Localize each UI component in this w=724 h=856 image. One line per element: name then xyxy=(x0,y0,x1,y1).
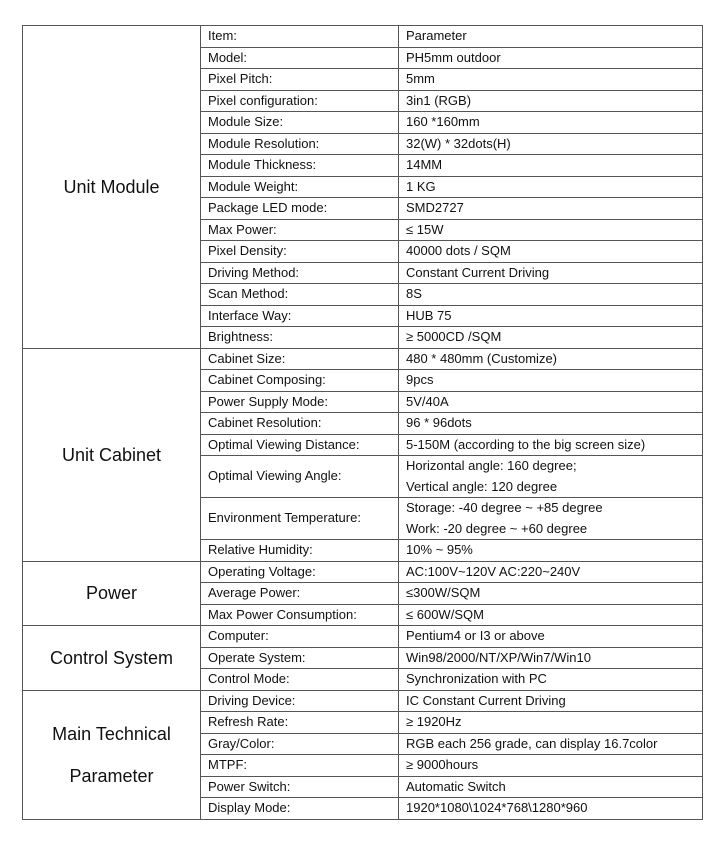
item-value-line: 9pcs xyxy=(406,372,434,387)
item-label: Pixel Pitch: xyxy=(201,69,399,91)
item-value-line: Horizontal angle: 160 degree; xyxy=(406,458,577,473)
item-value-line: 10% ~ 95% xyxy=(406,542,473,557)
item-value-line: 160 *160mm xyxy=(406,114,480,129)
item-value-line: Work: -20 degree ~ +60 degree xyxy=(406,520,588,536)
item-value-line: ≤ 600W/SQM xyxy=(406,606,484,622)
item-value-line: HUB 75 xyxy=(406,307,452,323)
item-label: Average Power: xyxy=(201,583,399,605)
item-value-line: Storage: -40 degree ~ +85 degree xyxy=(406,500,603,515)
item-value-line: ≤300W/SQM xyxy=(406,585,481,600)
item-label: Driving Method: xyxy=(201,262,399,284)
item-value xyxy=(399,456,703,498)
item-value-line: Parameter xyxy=(406,28,467,43)
item-value xyxy=(399,219,703,241)
table-row xyxy=(23,561,703,583)
spec-table-body xyxy=(23,26,703,820)
item-label: Operating Voltage: xyxy=(201,561,399,583)
item-value-line: Vertical angle: 120 degree xyxy=(406,478,558,494)
item-value xyxy=(399,583,703,605)
item-value-line: Synchronization with PC xyxy=(406,671,547,686)
section-title: Unit Cabinet xyxy=(23,348,201,561)
item-value-line: 14MM xyxy=(406,157,443,172)
item-value xyxy=(399,690,703,712)
item-value-line: 32(W) * 32dots(H) xyxy=(406,135,511,151)
item-value-line: 480 * 480mm (Customize) xyxy=(406,350,557,366)
item-value xyxy=(399,391,703,413)
item-value xyxy=(399,198,703,220)
item-label: Model: xyxy=(201,47,399,69)
item-value-line: ≥ 1920Hz xyxy=(406,714,462,729)
item-value xyxy=(399,112,703,134)
item-label: Driving Device: xyxy=(201,690,399,712)
item-value-line: 40000 dots / SQM xyxy=(406,243,511,258)
item-label: MTPF: xyxy=(201,755,399,777)
item-value xyxy=(399,755,703,777)
item-value xyxy=(399,561,703,583)
item-value-line: 96 * 96dots xyxy=(406,415,472,430)
item-value xyxy=(399,284,703,306)
item-label: Pixel configuration: xyxy=(201,90,399,112)
section-title: Control System xyxy=(23,626,201,691)
item-value xyxy=(399,798,703,820)
item-value-line: ≥ 9000hours xyxy=(406,757,479,772)
item-value-line: Win98/2000/NT/XP/Win7/Win10 xyxy=(406,649,591,665)
item-value xyxy=(399,604,703,626)
item-label: Scan Method: xyxy=(201,284,399,306)
item-value-line: Automatic Switch xyxy=(406,778,506,794)
item-label: Relative Humidity: xyxy=(201,540,399,562)
item-value xyxy=(399,498,703,540)
item-label: Module Weight: xyxy=(201,176,399,198)
item-value-line: 5V/40A xyxy=(406,393,449,409)
item-value xyxy=(399,176,703,198)
item-label: Power Supply Mode: xyxy=(201,391,399,413)
item-label: Item: xyxy=(201,26,399,48)
item-value-line: RGB each 256 grade, can display 16.7color xyxy=(406,735,658,751)
item-value-line: PH5mm outdoor xyxy=(406,49,501,65)
item-value-line: 5mm xyxy=(406,71,435,86)
item-label: Pixel Density: xyxy=(201,241,399,263)
item-value xyxy=(399,69,703,91)
spec-table xyxy=(22,25,703,820)
item-label: Display Mode: xyxy=(201,798,399,820)
item-value xyxy=(399,434,703,456)
item-value xyxy=(399,669,703,691)
item-label: Module Resolution: xyxy=(201,133,399,155)
table-row xyxy=(23,690,703,712)
item-label: Cabinet Size: xyxy=(201,348,399,370)
item-value xyxy=(399,133,703,155)
section-title: Unit Module xyxy=(23,26,201,349)
item-label: Interface Way: xyxy=(201,305,399,327)
item-value-line: 1 KG xyxy=(406,178,436,194)
item-value-line: ≤ 15W xyxy=(406,221,444,237)
item-label: Power Switch: xyxy=(201,776,399,798)
table-row xyxy=(23,626,703,648)
item-value xyxy=(399,262,703,284)
item-label: Optimal Viewing Distance: xyxy=(201,434,399,456)
item-value-line: AC:100V~120V AC:220~240V xyxy=(406,563,581,579)
item-label: Max Power: xyxy=(201,219,399,241)
item-value xyxy=(399,626,703,648)
section-title: Power xyxy=(23,561,201,626)
item-label: Module Size: xyxy=(201,112,399,134)
item-label: Package LED mode: xyxy=(201,198,399,220)
item-value xyxy=(399,327,703,349)
item-label: Brightness: xyxy=(201,327,399,349)
section-title: Main Technical Parameter xyxy=(23,690,201,819)
item-label: Computer: xyxy=(201,626,399,648)
item-value xyxy=(399,370,703,392)
item-value xyxy=(399,733,703,755)
item-label: Module Thickness: xyxy=(201,155,399,177)
item-label: Optimal Viewing Angle: xyxy=(201,456,399,498)
table-row xyxy=(23,348,703,370)
item-label: Control Mode: xyxy=(201,669,399,691)
item-label: Operate System: xyxy=(201,647,399,669)
item-value xyxy=(399,241,703,263)
item-value xyxy=(399,47,703,69)
item-label: Environment Temperature: xyxy=(201,498,399,540)
item-label: Cabinet Composing: xyxy=(201,370,399,392)
item-value xyxy=(399,413,703,435)
item-value-line: IC Constant Current Driving xyxy=(406,692,566,708)
item-value xyxy=(399,647,703,669)
item-value xyxy=(399,90,703,112)
table-row xyxy=(23,26,703,48)
item-value xyxy=(399,540,703,562)
item-value xyxy=(399,26,703,48)
item-value xyxy=(399,348,703,370)
item-value xyxy=(399,155,703,177)
item-value xyxy=(399,712,703,734)
item-value-line: SMD2727 xyxy=(406,200,464,215)
item-value xyxy=(399,776,703,798)
item-label: Max Power Consumption: xyxy=(201,604,399,626)
item-label: Refresh Rate: xyxy=(201,712,399,734)
item-value-line: 3in1 (RGB) xyxy=(406,92,472,108)
item-value-line: Pentium4 or I3 or above xyxy=(406,628,545,643)
item-value-line: ≥ 5000CD /SQM xyxy=(406,329,502,344)
item-label: Gray/Color: xyxy=(201,733,399,755)
item-label: Cabinet Resolution: xyxy=(201,413,399,435)
item-value-line: 1920*1080\1024*768\1280*960 xyxy=(406,800,588,815)
item-value-line: Constant Current Driving xyxy=(406,264,550,280)
item-value xyxy=(399,305,703,327)
item-value-line: 5-150M (according to the big screen size) xyxy=(406,436,646,452)
item-value-line: 8S xyxy=(406,286,422,301)
